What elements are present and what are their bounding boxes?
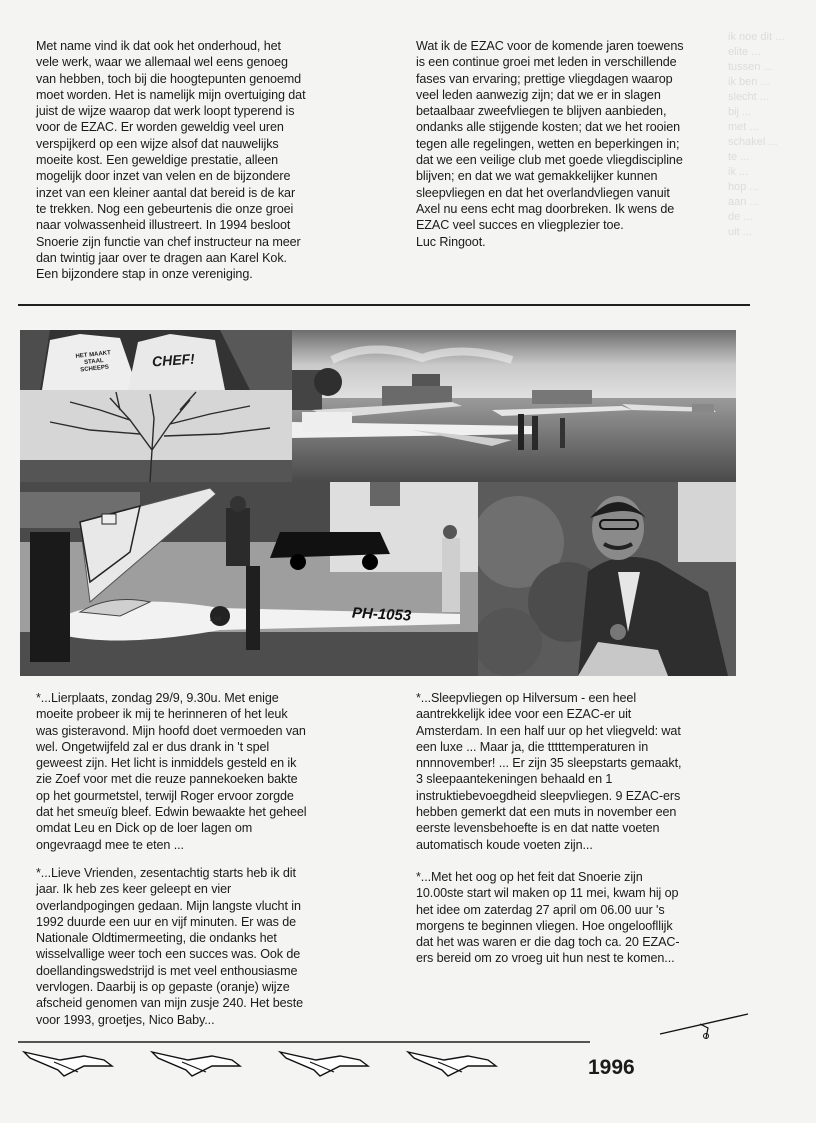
glider-icons-row [24,1052,496,1076]
shirt-text-2: CHEF! [151,350,196,370]
shirt-text-1: HET MAAKT STAAL SCHEEPS [75,350,112,374]
photo-glider [20,482,478,676]
photo-collage [20,330,736,676]
photo-airfield [292,330,736,482]
bottom-right-paragraph-2: *...Met het oog op het feit dat Snoerie zijn 10.00ste start wil maken op 11 mei, kwam hij op het idee om zaterdag 27 april om 06.00 uur 's morgens te beginnen vliegen. Hoe ongeloofllijk dat het was waren er die dag toch ca. 20 EZAC- ers bereid om zo vroeg uit hun nest te komen... [416,869,680,966]
footer-graphic [0,1010,816,1110]
top-right-text: Wat ik de EZAC voor de komende jaren toewens is een continue groei met leden in verschillende fases van ervaring; prettige vliegdagen waarop veel leden aanwezig zijn; dat we er in slagen betaalbaar zweefvliegen te blijven aanbieden, ondanks alle stijgende kosten; dat we het rooien tegen alle regelingen, wetten en beperkingen in; dat we een veilige club met goede vliegdiscipline blijven; en dat we wat gemakkelijker kunnen sleepvliegen en dat het overlandvliegen vanuit Axel nu eens echt mag doorbreken. Ik wens de EZAC veel succes en vliegplezier toe. [416,39,684,233]
bottom-right-column [416,690,746,967]
photo-portrait [478,482,736,676]
bleed-through-text-right: ik noe dit ... elite ... tussen ... ik ben ... slecht ... bij ... met ... schakel ... te ... ik ... hop ... aan ... de ... uit ... [728,31,785,238]
footer [0,1010,816,1110]
footer-year: 1996 [588,1056,635,1079]
glider-type: LS4 [210,617,221,623]
glider-registration: PH-1053 [351,604,412,625]
top-right-column [416,38,746,250]
photo-tshirts [20,330,292,390]
tree-image [20,390,292,482]
signature: Luc Ringoot. [416,234,486,249]
bottom-left-paragraph-1: *...Lierplaats, zondag 29/9, 9.30u. Met enige moeite probeer ik mij te herinneren of het leuk was gisteravond. Mijn hoofd doet vermoeden van wel. Ongetwijfeld zal er dus drank in 't spel geweest zijn. Het licht is inmiddels gesteld en ik zie Zoef voor met die reuze pannekoeken bakte op het gourmetstel, terwijl Roger ervoor zorgde dat het smeuïg bleef. Edwin bewaakte het geheel omdat Leu en Dick op de loer lagen om ongevraagd mee te eten ... [36,691,307,852]
airfield-image [292,330,736,482]
bottom-left-column [36,690,376,1028]
bottom-right-paragraph-1: *...Sleepvliegen op Hilversum - een heel aantrekkelijk idee voor een EZAC-er uit Amsterdam. In een half uur op het vliegveld: wat een luxe ... Maar ja, die tttttemperaturen in nnnnovember! ... Er zijn 35 sleepstarts gemaakt, 3 sleepaantekeningen behaald en 1 instruktiebevoegdheid sleepvliegen. 9 EZAC-ers hebben gemerkt dat een muts in november een eerste levensbehoefte is en dat natte voeten automatisch koude voeten zijn... [416,691,682,852]
portrait-image [478,482,736,676]
photo-tree [20,390,292,482]
section-divider [18,304,750,306]
glider-image [20,482,478,676]
bottom-left-paragraph-2: *...Lieve Vrienden, zesentachtig starts heb ik dit jaar. Ik heb zes keer geleept en vier overlandpogingen gedaan. Mijn langste vlucht in 1992 duurde een uur en vijf minuten. Er was de Nationale Oldtimermeeting, die ondanks het wisselvallige weer toch een succes was. Ook de doellandingswedstrijd is met veel enthousiasme vervlogen. Daarbij is op gepaste (oranje) wijze afscheid genomen van mijn zusje 240. Het beste voor 1993, groetjes, Nico Baby... [36,865,304,1027]
top-left-column: Met name vind ik dat ook het onderhoud, het vele werk, waar we allemaal wel eens genoeg van hebben, toch bij die hoogtepunten genoemd moet worden. Het is namelijk mijn overtuiging dat juist de wijze waarop dat werk loopt typerend is voor de EZAC. Er worden geweldig veel uren verspijkerd op een wijze alsof dat nauwelijks moeite kost. Een geweldige prestatie, alleen mogelijk door inzet van velen en de bijzondere inzet van een kleiner aantal dat bereid is de kar te trekken. Nog een gebeurtenis die onze groei naar volwassenheid illustreert. In 1994 besloot Snoerie zijn functie van chef instructeur na meer dan twintig jaar over te dragen aan Karel Kok. Een bijzondere stap in onze vereniging. [36,39,306,282]
